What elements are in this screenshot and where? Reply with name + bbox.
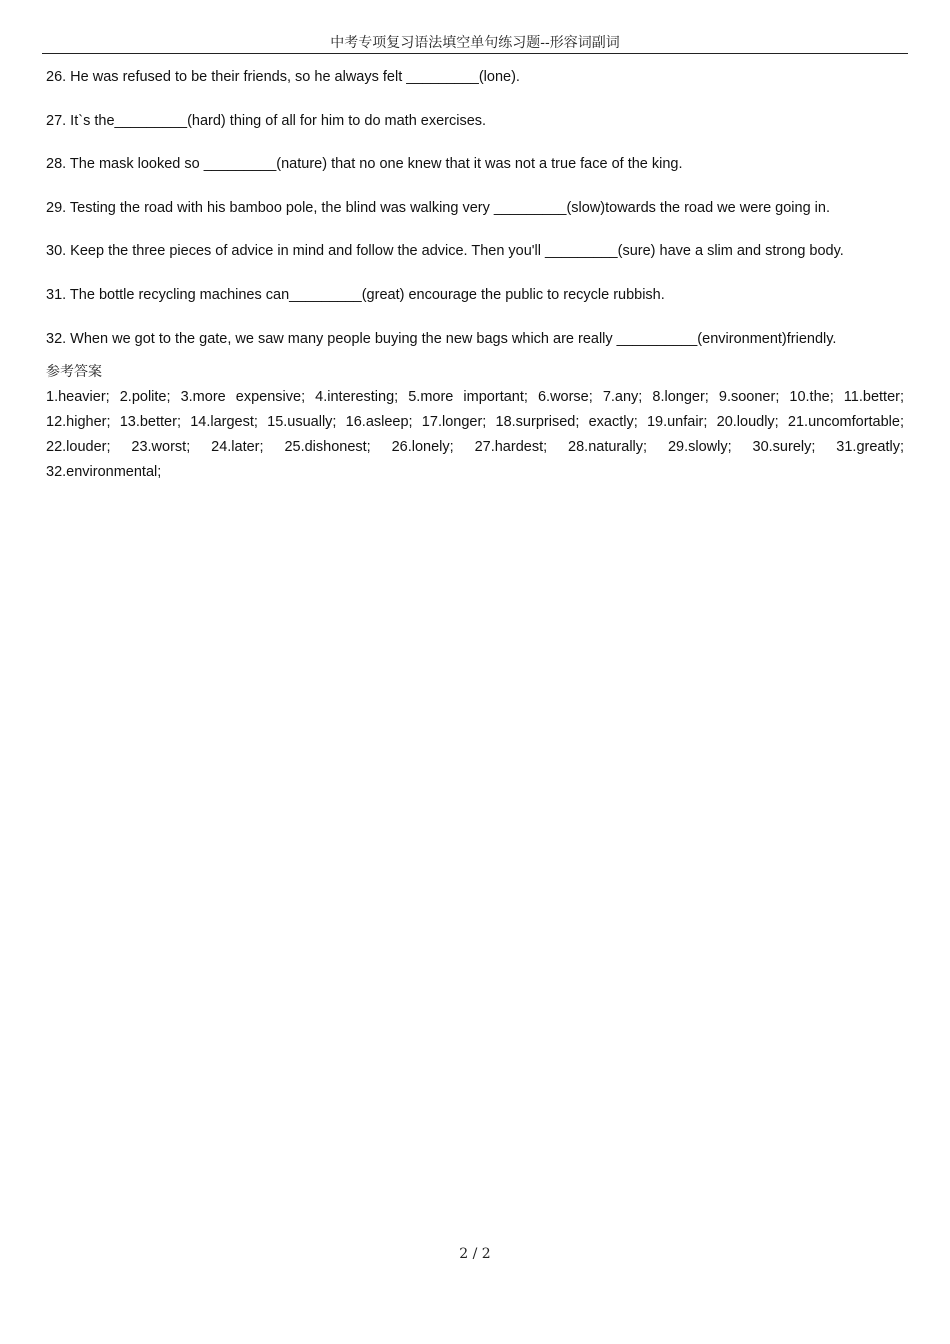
question-27: 27. It`s the_________(hard) thing of all for him to do math exercises.	[46, 112, 487, 129]
page-header-title: 中考专项复习语法填空单句练习题--形容词副词	[330, 35, 620, 51]
answer-line: 22.louder; 23.worst; 24.later; 25.dishonest; 26.lonely; 27.hardest; 28.naturally; 29.slowly; 30.surely; 31.greatly;	[46, 439, 904, 455]
page-number: 2 / 2	[459, 1246, 491, 1262]
question-29: 29. Testing the road with his bamboo pole, the blind was walking very _________(slow)towards the road we were going in.	[46, 199, 830, 216]
answer-key-title: 参考答案	[46, 364, 102, 380]
question-list	[46, 66, 908, 371]
header-divider	[42, 53, 908, 54]
answer-line: 12.higher; 13.better; 14.largest; 15.usually; 16.asleep; 17.longer; 18.surprised; exactly; 19.unfair; 20.loudly; 21.uncomfortable;	[46, 414, 904, 430]
question-28: 28. The mask looked so _________(nature) that no one knew that it was not a true face of the king.	[46, 156, 683, 173]
question-32: 32. When we got to the gate, we saw many people buying the new bags which are really __________(environment)friendly.	[46, 330, 837, 347]
answer-key-body	[46, 385, 904, 485]
answer-line: 32.environmental;	[46, 464, 162, 480]
answer-line: 1.heavier; 2.polite; 3.more expensive; 4.interesting; 5.more important; 6.worse; 7.any; 8.longer; 9.sooner; 10.the; 11.better;	[46, 389, 904, 405]
question-30: 30. Keep the three pieces of advice in mind and follow the advice. Then you'll _________(sure) have a slim and strong body.	[46, 243, 844, 260]
question-31: 31. The bottle recycling machines can_________(great) encourage the public to recycle rubbish.	[46, 286, 665, 303]
question-26: 26. He was refused to be their friends, so he always felt _________(lone).	[46, 69, 520, 85]
